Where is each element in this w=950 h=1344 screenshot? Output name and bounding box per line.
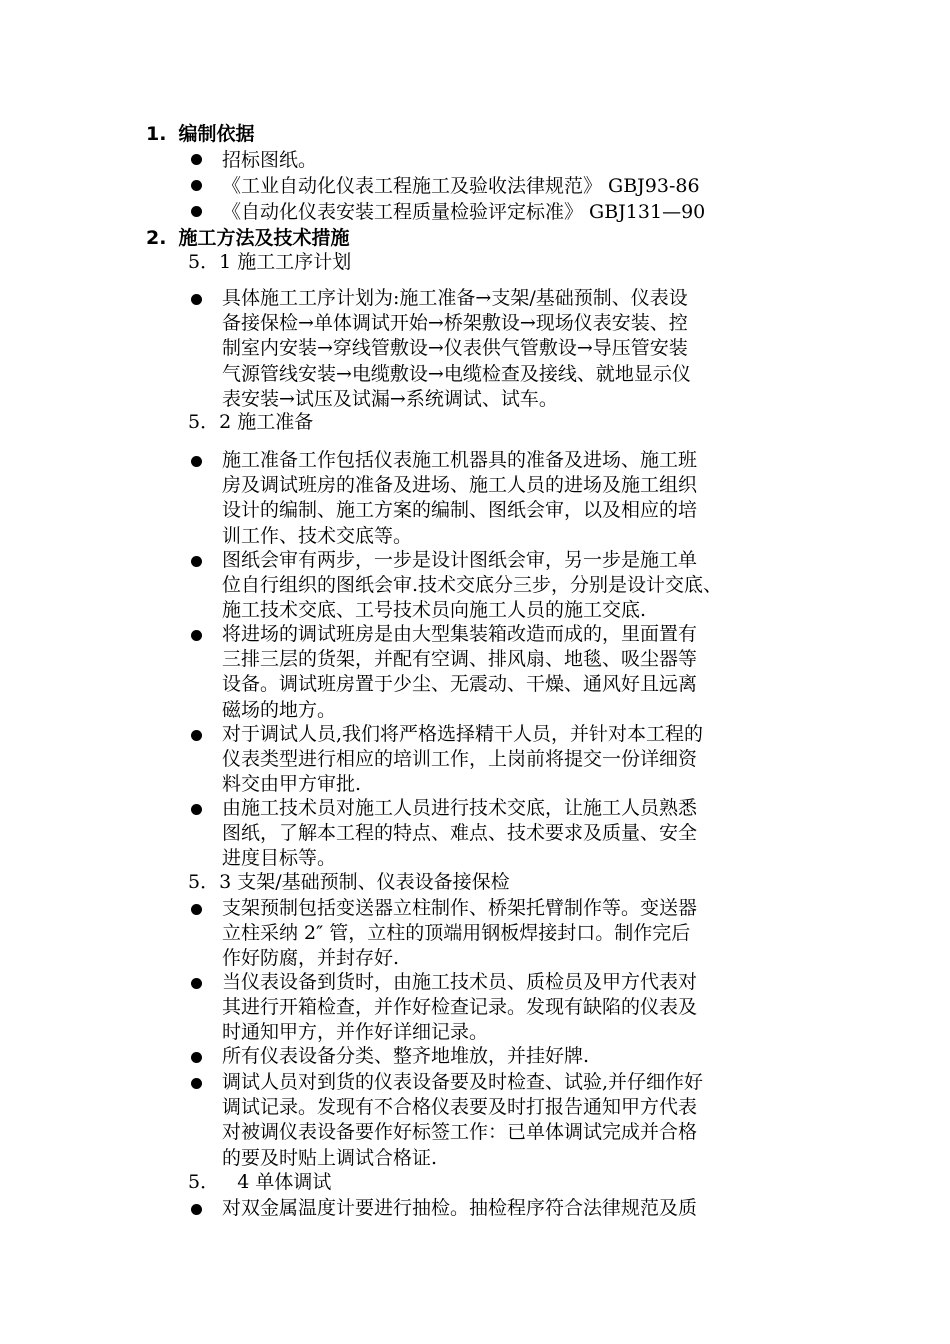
paragraph-line: 支架预制包括变送器立柱制作、桥架托臂制作等。变送器 [222,897,698,919]
paragraph-line: 仪表类型进行相应的培训工作，上岗前将提交一份详细资 [222,748,698,771]
paragraph-item [222,896,822,972]
paragraph-line: 三排三层的货架，并配有空调、排风扇、地毯、吸尘器等 [222,648,698,671]
basis-item: 招标图纸。 [222,149,318,171]
paragraph-line: 所有仪表设备分类、整齐地堆放，并挂好牌. [222,1045,590,1067]
bullet-icon [191,180,202,191]
paragraph-line: 对被调仪表设备要作好标签工作：已单体调试完成并合格 [222,1121,698,1144]
bullet-icon [191,630,202,641]
paragraph-item [222,622,822,723]
paragraph-line: 对双金属温度计要进行抽检。抽检程序符合法律规范及质 [222,1197,698,1219]
paragraph-line: 具体施工工序计划为:施工准备→支架/基础预制、仪表设 [222,287,688,309]
paragraph-line: 立柱采纳 2″ 管，立柱的顶端用钢板焊接封口。制作完后 [222,922,691,945]
paragraph-line: 对于调试人员,我们将严格选择精干人员，并针对本工程的 [222,723,704,745]
section-number: 1. [146,123,167,145]
paragraph-line: 将进场的调试班房是由大型集装箱改造而成的，里面置有 [222,623,698,645]
paragraph-line: 训工作、技术交底等。 [222,524,413,547]
bullet-icon [191,206,202,217]
bullet-icon [191,730,202,741]
section-number: 2. [146,227,167,249]
paragraph-line: 的要及时贴上调试合格证. [222,1146,438,1169]
paragraph-line: 施工准备工作包括仪表施工机器具的准备及进场、施工班 [222,449,698,471]
bullet-icon [191,804,202,815]
paragraph-line: 表安装→试压及试漏→系统调试、试车。 [222,387,558,410]
paragraph-line: 备接保检→单体调试开始→桥架敷设→现场仪表安装、控 [222,312,688,335]
subsection-heading: 5． 4 单体调试 [188,1171,332,1193]
bullet-icon [191,904,202,915]
paragraph-line: 图纸，了解本工程的特点、难点、技术要求及质量、安全 [222,822,698,845]
paragraph-line: 制室内安装→穿线管敷设→仪表供气管敷设→导压管安装 [222,337,688,360]
bullet-icon [191,1204,202,1215]
subsection-heading: 5．3 支架/基础预制、仪表设备接保检 [188,871,510,893]
section-title: 编制依据 [178,123,255,145]
paragraph-item [222,548,822,624]
paragraph-line: 施工技术交底、工号技术员向施工人员的施工交底. [222,599,647,622]
paragraph-item [222,1044,822,1069]
paragraph-line: 位自行组织的图纸会审.技术交底分三步，分别是设计交底、 [222,574,723,597]
bullet-icon [191,456,202,467]
bullet-icon [191,154,202,165]
paragraph-item [222,1070,822,1171]
paragraph-item [222,286,822,412]
paragraph-line: 当仪表设备到货时，由施工技术员、质检员及甲方代表对 [222,971,698,993]
paragraph-line: 其进行开箱检查，并作好检查记录。发现有缺陷的仪表及 [222,996,698,1019]
subsection-heading: 5．2 施工准备 [188,411,314,433]
paragraph-line: 房及调试班房的准备及进场、施工人员的进场及施工组织 [222,474,698,497]
paragraph-line: 设备。调试班房置于少尘、无震动、干燥、通风好且远离 [222,673,698,696]
paragraph-line: 料交由甲方审批. [222,773,362,796]
paragraph-item [222,722,822,798]
subsection-heading: 5．1 施工工序计划 [188,251,352,273]
paragraph-item [222,970,822,1046]
paragraph-line: 时通知甲方，并作好详细记录。 [222,1021,489,1044]
paragraph-line: 气源管线安装→电缆敷设→电缆检查及接线、就地显示仪 [222,362,691,385]
section-heading-1 [146,122,254,146]
paragraph-item [222,1196,822,1221]
basis-item: 《工业自动化仪表工程施工及验收法律规范》 GBJ93-86 [222,175,700,197]
bullet-icon [191,556,202,567]
bullet-icon [191,978,202,989]
bullet-icon [191,1078,202,1089]
section-heading-2 [146,226,349,250]
paragraph-line: 图纸会审有两步，一步是设计图纸会审，另一步是施工单 [222,549,698,571]
paragraph-line: 作好防腐，并封存好. [222,947,400,970]
bullet-icon [191,294,202,305]
section-title: 施工方法及技术措施 [178,227,350,249]
paragraph-line: 设计的编制、施工方案的编制、图纸会审，以及相应的培 [222,499,698,522]
paragraph-line: 调试记录。发现有不合格仪表要及时打报告通知甲方代表 [222,1096,698,1119]
basis-item: 《自动化仪表安装工程质量检验评定标准》 GBJ131—90 [222,201,706,223]
paragraph-line: 调试人员对到货的仪表设备要及时检查、试验,并仔细作好 [222,1071,704,1093]
paragraph-line: 由施工技术员对施工人员进行技术交底，让施工人员熟悉 [222,797,698,819]
paragraph-line: 进度目标等。 [222,847,337,870]
paragraph-item [222,448,822,549]
bullet-icon [191,1052,202,1063]
paragraph-line: 磁场的地方。 [222,698,337,721]
paragraph-item [222,796,822,872]
